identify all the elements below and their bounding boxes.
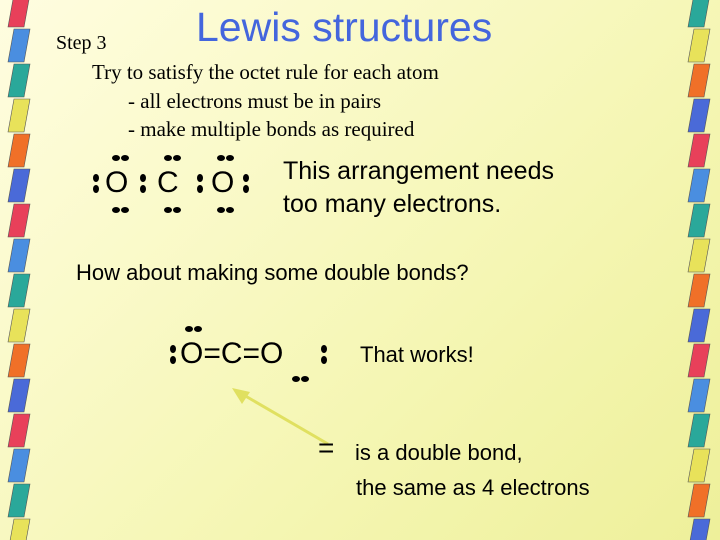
electron-dot: [93, 185, 99, 193]
electron-dot: [164, 155, 172, 161]
electron-dot: [173, 207, 181, 213]
definition-line-1: is a double bond,: [355, 440, 523, 465]
electron-dot: [121, 155, 129, 161]
atom-oxygen-left: O: [105, 166, 129, 199]
electron-dot: [93, 174, 99, 182]
slide-title: Lewis structures: [196, 4, 493, 50]
electron-dot: [301, 376, 309, 382]
border-stripe: [8, 204, 30, 237]
double-bond-question: How about making some double bonds?: [76, 260, 469, 285]
electron-dot: [185, 326, 193, 332]
bullet-multiple-bonds: - make multiple bonds as required: [128, 117, 415, 141]
border-stripe: [688, 274, 710, 307]
electron-dot: [112, 155, 120, 161]
border-stripe: [688, 484, 710, 517]
border-stripe: [8, 134, 30, 167]
message-line-1: This arrangement needs: [283, 157, 554, 185]
electron-dot: [112, 207, 120, 213]
structure-message: [283, 155, 554, 221]
border-stripe: [8, 274, 30, 307]
border-stripe: [8, 169, 30, 202]
border-stripe: [688, 414, 710, 447]
electron-dot: [226, 207, 234, 213]
electron-dot: [292, 376, 300, 382]
step-label: Step 3: [56, 32, 107, 54]
border-stripe: [8, 449, 30, 482]
border-stripe: [8, 484, 30, 517]
electron-dot: [164, 207, 172, 213]
electron-dot: [194, 326, 202, 332]
decorative-border-right: [680, 0, 720, 540]
border-stripe: [8, 519, 30, 540]
border-stripe: [688, 134, 710, 167]
border-stripe: [8, 99, 30, 132]
border-stripe: [8, 0, 30, 27]
electron-dot: [173, 155, 181, 161]
atom-carbon: C: [157, 166, 179, 199]
border-stripe: [688, 519, 710, 540]
border-stripe: [688, 449, 710, 482]
result-text: That works!: [360, 342, 474, 367]
message-line-2: too many electrons.: [283, 190, 502, 218]
border-stripe: [8, 29, 30, 62]
electron-dot: [140, 174, 146, 182]
bullet-pairs: - all electrons must be in pairs: [128, 89, 382, 113]
electron-dot: [140, 185, 146, 193]
instruction-text: Try to satisfy the octet rule for each atom: [92, 60, 439, 84]
electron-dot: [197, 174, 203, 182]
electron-dot: [170, 356, 176, 364]
border-stripe: [8, 344, 30, 377]
border-stripe: [688, 204, 710, 237]
electron-dot: [321, 345, 327, 353]
electron-dot: [243, 185, 249, 193]
border-stripe: [688, 309, 710, 342]
border-stripe: [688, 239, 710, 272]
decorative-border-left: [0, 0, 40, 540]
border-stripe: [8, 379, 30, 412]
co2-formula: O=C=O: [180, 337, 284, 370]
border-stripe: [688, 169, 710, 202]
border-stripe: [8, 309, 30, 342]
double-bond-symbol: =: [318, 432, 335, 463]
electron-dot: [197, 185, 203, 193]
border-stripe: [8, 414, 30, 447]
atom-oxygen-right: O: [211, 166, 235, 199]
electron-dot: [321, 356, 327, 364]
electron-dot: [121, 207, 129, 213]
electron-dot: [226, 155, 234, 161]
electron-dot: [217, 207, 225, 213]
border-stripe: [688, 64, 710, 97]
border-stripe: [688, 344, 710, 377]
border-stripe: [688, 0, 710, 27]
border-stripe: [688, 99, 710, 132]
border-stripe: [688, 379, 710, 412]
border-stripe: [8, 64, 30, 97]
electron-dot: [217, 155, 225, 161]
border-stripe: [688, 29, 710, 62]
definition-line-2: the same as 4 electrons: [356, 475, 590, 500]
electron-dot: [170, 345, 176, 353]
border-stripe: [8, 239, 30, 272]
electron-dot: [243, 174, 249, 182]
